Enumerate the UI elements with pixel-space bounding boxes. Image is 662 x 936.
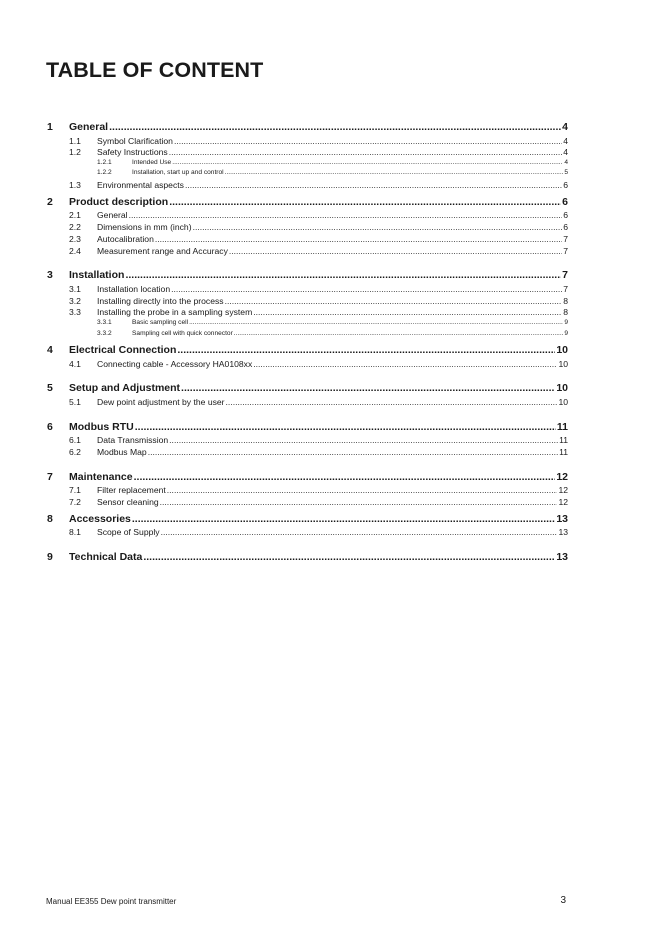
toc-entry-label: Installing directly into the process (97, 295, 224, 306)
toc-entry-number: 2.4 (69, 245, 81, 256)
toc-entry-number: 9 (47, 551, 53, 564)
toc-entry-page: 7 (563, 283, 568, 294)
toc-entry-label: Dew point adjustment by the user (97, 396, 225, 407)
toc-entry-label: Sensor cleaning (97, 497, 159, 508)
toc-dot-leader (134, 471, 556, 483)
toc-entry-page: 8 (563, 295, 568, 306)
toc-entry-number: 1.3 (69, 179, 81, 190)
toc-entry-label: Setup and Adjustment (69, 382, 181, 395)
toc-entry-line (97, 485, 568, 495)
toc-entry-page: 11 (559, 446, 568, 457)
toc-dot-leader (253, 359, 557, 369)
toc-entry-line (97, 527, 568, 537)
toc-entry-line (97, 307, 568, 317)
toc-entry-line (69, 551, 568, 563)
toc-entry-number: 6 (47, 420, 53, 433)
toc-entry-label: Environmental aspects (97, 179, 184, 190)
page-title: TABLE OF CONTENT (46, 58, 264, 82)
toc-entry-number: 2.2 (69, 221, 81, 232)
toc-entry[interactable] (47, 471, 568, 486)
toc-dot-leader (125, 269, 561, 281)
toc-entry-page: 7 (562, 269, 568, 282)
toc-entry-number: 6.1 (69, 435, 81, 446)
toc-entry-page: 10 (556, 344, 568, 357)
toc-entry[interactable] (47, 382, 568, 397)
toc-entry-page: 8 (563, 307, 568, 318)
toc-entry-page: 10 (556, 382, 568, 395)
toc-entry-page: 11 (559, 435, 568, 446)
toc-entry[interactable] (47, 359, 568, 371)
toc-entry-page: 4 (563, 147, 568, 158)
toc-dot-leader (226, 397, 558, 407)
toc-entry-number: 1 (47, 121, 53, 133)
toc-dot-leader (109, 121, 561, 133)
toc-entry-label: Electrical Connection (69, 344, 177, 357)
toc-dot-leader (172, 159, 563, 166)
toc-entry-page: 6 (563, 179, 568, 190)
toc-entry-number: 3 (47, 269, 53, 282)
toc-entry-label: Basic sampling cell (132, 319, 189, 327)
toc-entry-label: Technical Data (69, 551, 143, 564)
toc-entry-page: 4 (564, 159, 568, 167)
toc-entry[interactable] (47, 551, 568, 566)
toc-entry-page: 13 (558, 527, 568, 538)
toc-entry-label: Installation, start up and control (132, 169, 224, 177)
toc-entry[interactable] (47, 159, 568, 169)
toc-entry-number: 8.1 (69, 527, 81, 538)
toc-entry-label: Connecting cable - Accessory HA0108xx (97, 358, 253, 369)
toc-entry[interactable] (47, 121, 568, 136)
toc-dot-leader (169, 435, 558, 445)
toc-dot-leader (225, 169, 564, 176)
toc-entry[interactable] (47, 284, 568, 296)
toc-entry-label: General (69, 121, 109, 133)
toc-entry-page: 7 (563, 245, 568, 256)
toc-entry-line (97, 136, 568, 146)
toc-entry-line (69, 382, 568, 394)
toc-entry-line (97, 222, 568, 232)
toc-entry-label: Installation location (97, 283, 171, 294)
toc-entry-number: 3.3.1 (97, 319, 112, 327)
toc-dot-leader (177, 344, 555, 356)
toc-dot-leader (234, 330, 564, 337)
toc-entry-number: 2.3 (69, 233, 81, 244)
toc-entry-page: 12 (558, 485, 568, 496)
toc-entry-line (97, 497, 568, 507)
toc-entry[interactable] (47, 513, 568, 528)
toc-entry[interactable] (47, 210, 568, 222)
toc-entry-number: 3.3 (69, 307, 81, 318)
toc-dot-leader (161, 527, 558, 537)
toc-entry-label: Filter replacement (97, 485, 166, 496)
toc-entry-number: 2 (47, 195, 53, 208)
toc-dot-leader (167, 485, 558, 495)
table-of-contents (47, 121, 568, 566)
toc-entry-page: 10 (558, 396, 568, 407)
toc-entry-label: Sampling cell with quick connector (132, 329, 233, 337)
toc-entry-line (132, 169, 568, 176)
toc-dot-leader (148, 447, 558, 457)
toc-entry-page: 4 (563, 135, 568, 146)
toc-entry[interactable] (47, 246, 568, 258)
toc-entry-line (132, 319, 568, 326)
toc-entry[interactable] (47, 169, 568, 179)
toc-entry[interactable] (47, 180, 568, 192)
toc-entry-line (69, 421, 568, 433)
toc-entry-line (69, 471, 568, 483)
toc-entry-label: Dimensions in mm (inch) (97, 221, 192, 232)
toc-entry[interactable] (47, 497, 568, 509)
toc-entry-line (132, 159, 568, 166)
toc-entry-number: 1.2 (69, 147, 81, 158)
toc-dot-leader (185, 180, 562, 190)
toc-entry-page: 4 (562, 121, 568, 133)
toc-entry-label: Modbus Map (97, 446, 147, 457)
toc-entry[interactable] (47, 269, 568, 284)
toc-entry-label: Modbus RTU (69, 420, 134, 433)
toc-entry-label: Accessories (69, 512, 131, 525)
toc-entry-line (97, 435, 568, 445)
toc-entry-number: 6.2 (69, 446, 81, 457)
toc-entry-page: 13 (556, 512, 568, 525)
toc-entry-number: 5.1 (69, 396, 81, 407)
toc-entry-label: Symbol Clarification (97, 135, 173, 146)
toc-entry-number: 3.1 (69, 283, 81, 294)
toc-entry-label: Product description (69, 195, 169, 208)
toc-dot-leader (132, 513, 555, 525)
toc-entry-number: 4.1 (69, 358, 81, 369)
toc-entry-page: 6 (563, 210, 568, 221)
toc-entry-label: Installation (69, 269, 125, 282)
toc-entry-page: 12 (556, 470, 568, 483)
toc-entry[interactable] (47, 296, 568, 308)
toc-entry-page: 11 (556, 420, 568, 433)
toc-entry[interactable] (47, 421, 568, 436)
toc-dot-leader (169, 196, 561, 208)
toc-entry[interactable] (47, 196, 568, 211)
toc-entry-line (97, 234, 568, 244)
toc-entry-line (97, 447, 568, 457)
toc-entry-number: 2.1 (69, 210, 81, 221)
toc-entry[interactable] (47, 330, 568, 340)
toc-entry-number: 7.1 (69, 485, 81, 496)
toc-entry[interactable] (47, 447, 568, 459)
toc-dot-leader (143, 551, 555, 563)
toc-entry-line (69, 513, 568, 525)
toc-entry-number: 7.2 (69, 497, 81, 508)
toc-entry-line (97, 210, 568, 220)
toc-dot-leader (155, 234, 562, 244)
toc-entry-page: 9 (564, 319, 568, 327)
toc-entry-label: Data Transmission (97, 435, 169, 446)
toc-dot-leader (135, 421, 556, 433)
toc-entry-line (69, 196, 568, 208)
toc-dot-leader (193, 222, 563, 232)
toc-entry-line (97, 180, 568, 190)
toc-entry[interactable] (47, 147, 568, 159)
toc-entry[interactable] (47, 344, 568, 359)
toc-entry[interactable] (47, 435, 568, 447)
toc-entry[interactable] (47, 234, 568, 246)
toc-dot-leader (169, 147, 563, 157)
toc-entry-line (97, 359, 568, 369)
toc-dot-leader (171, 284, 562, 294)
toc-entry-label: General (97, 210, 128, 221)
toc-dot-leader (253, 307, 562, 317)
toc-entry-page: 6 (562, 195, 568, 208)
toc-entry-number: 7 (47, 470, 53, 483)
toc-dot-leader (181, 382, 555, 394)
toc-entry-label: Scope of Supply (97, 527, 160, 538)
toc-entry-page: 6 (563, 221, 568, 232)
toc-entry-line (69, 269, 568, 281)
toc-entry[interactable] (47, 136, 568, 148)
toc-entry-label: Safety Instructions (97, 147, 168, 158)
toc-entry-page: 5 (564, 169, 568, 177)
toc-entry-number: 3.3.2 (97, 329, 112, 337)
toc-entry-page: 7 (563, 233, 568, 244)
toc-entry-number: 1.2.2 (97, 169, 112, 177)
toc-entry-label: Autocalibration (97, 233, 154, 244)
toc-entry-line (97, 284, 568, 294)
toc-entry-page: 13 (556, 551, 568, 564)
toc-entry-number: 3.2 (69, 295, 81, 306)
toc-entry[interactable] (47, 222, 568, 234)
toc-dot-leader (225, 296, 563, 306)
toc-entry[interactable] (47, 485, 568, 497)
toc-entry-label: Installing the probe in a sampling system (97, 307, 253, 318)
toc-entry-number: 4 (47, 344, 53, 357)
toc-entry-line (97, 246, 568, 256)
toc-entry-line (69, 344, 568, 356)
toc-entry-label: Measurement range and Accuracy (97, 245, 228, 256)
toc-entry-page: 9 (564, 329, 568, 337)
footer-page-number: 3 (560, 895, 566, 906)
toc-entry-line (69, 121, 568, 133)
toc-entry-line (132, 330, 568, 337)
toc-entry-number: 5 (47, 382, 53, 395)
toc-dot-leader (229, 246, 562, 256)
toc-entry-line (97, 147, 568, 157)
toc-entry-number: 8 (47, 512, 53, 525)
toc-entry[interactable] (47, 397, 568, 409)
toc-entry-line (97, 397, 568, 407)
toc-entry[interactable] (47, 307, 568, 319)
toc-dot-leader (160, 497, 558, 507)
toc-entry[interactable] (47, 319, 568, 329)
toc-entry[interactable] (47, 527, 568, 539)
toc-dot-leader (189, 319, 563, 326)
footer-document-title: Manual EE355 Dew point transmitter (46, 897, 177, 906)
toc-dot-leader (174, 136, 562, 146)
toc-entry-page: 10 (558, 358, 568, 369)
toc-entry-line (97, 296, 568, 306)
toc-entry-number: 1.1 (69, 135, 81, 146)
toc-entry-label: Maintenance (69, 470, 133, 483)
toc-entry-number: 1.2.1 (97, 159, 112, 167)
toc-dot-leader (129, 210, 563, 220)
toc-entry-page: 12 (558, 497, 568, 508)
toc-entry-label: Intended Use (132, 159, 172, 167)
